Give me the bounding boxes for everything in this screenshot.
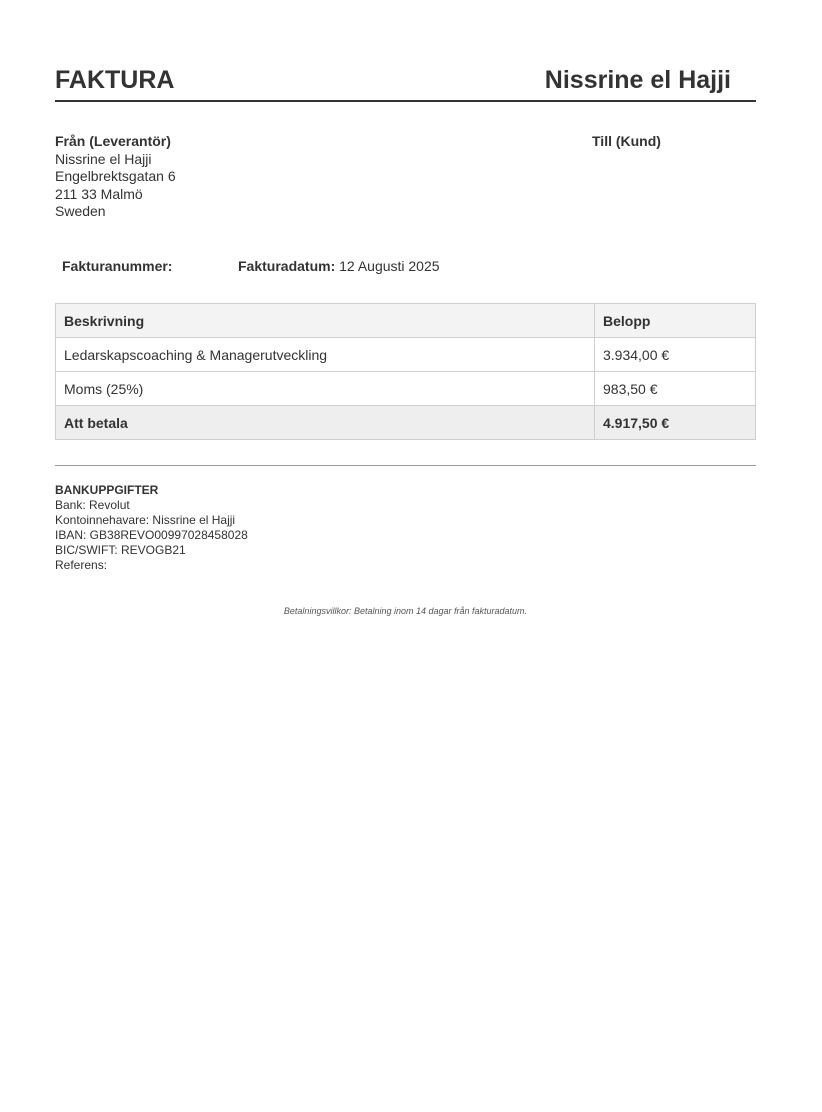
bic-swift: BIC/SWIFT: REVOGB21 — [55, 543, 186, 557]
line-items-table — [55, 303, 756, 440]
table-row — [56, 338, 756, 372]
item-description: Ledarskapscoaching & Managerutveckling — [56, 338, 595, 372]
invoice-date-label: Fakturadatum: — [238, 258, 336, 274]
total-row — [56, 406, 756, 440]
document-title: FAKTURA — [55, 66, 175, 94]
table-row — [56, 372, 756, 406]
total-label: Att betala — [56, 406, 595, 440]
supplier-name: Nissrine el Hajji — [55, 150, 152, 167]
item-amount: 3.934,00 € — [595, 338, 756, 372]
payment-terms: Betalningsvillkor: Betalning inom 14 dagar från fakturadatum. — [283, 606, 528, 616]
invoice-number-label: Fakturanummer: — [62, 258, 173, 274]
section-divider — [55, 465, 756, 466]
supplier-street: Engelbrektsgatan 6 — [55, 168, 176, 184]
iban: IBAN: GB38REVO00997028458028 — [55, 528, 248, 542]
supplier-label: Från (Leverantör) — [55, 133, 171, 149]
sender-name-heading: Nissrine el Hajji — [544, 66, 731, 94]
bank-name: Bank: Revolut — [55, 498, 130, 512]
description-header: Beskrivning — [56, 304, 595, 338]
invoice-date — [238, 258, 440, 274]
invoice-date-value: 12 Augusti 2025 — [339, 258, 440, 274]
bank-details — [55, 483, 248, 573]
invoice-number — [62, 258, 172, 274]
vat-description: Moms (25%) — [56, 372, 595, 406]
account-holder: Kontoinnehavare: Nissrine el Hajji — [55, 513, 236, 527]
customer-label: Till (Kund) — [592, 133, 661, 149]
payment-reference: Referens: — [55, 558, 108, 572]
bank-details-title: BANKUPPGIFTER — [55, 483, 159, 497]
customer-block — [592, 133, 661, 151]
amount-header: Belopp — [595, 304, 756, 338]
supplier-country: Sweden — [55, 203, 106, 219]
table-header-row — [56, 304, 756, 338]
total-amount: 4.917,50 € — [595, 406, 756, 440]
supplier-city: 211 33 Malmö — [55, 185, 143, 202]
vat-amount: 983,50 € — [595, 372, 756, 406]
supplier-block — [55, 133, 176, 221]
invoice-header — [55, 62, 756, 102]
